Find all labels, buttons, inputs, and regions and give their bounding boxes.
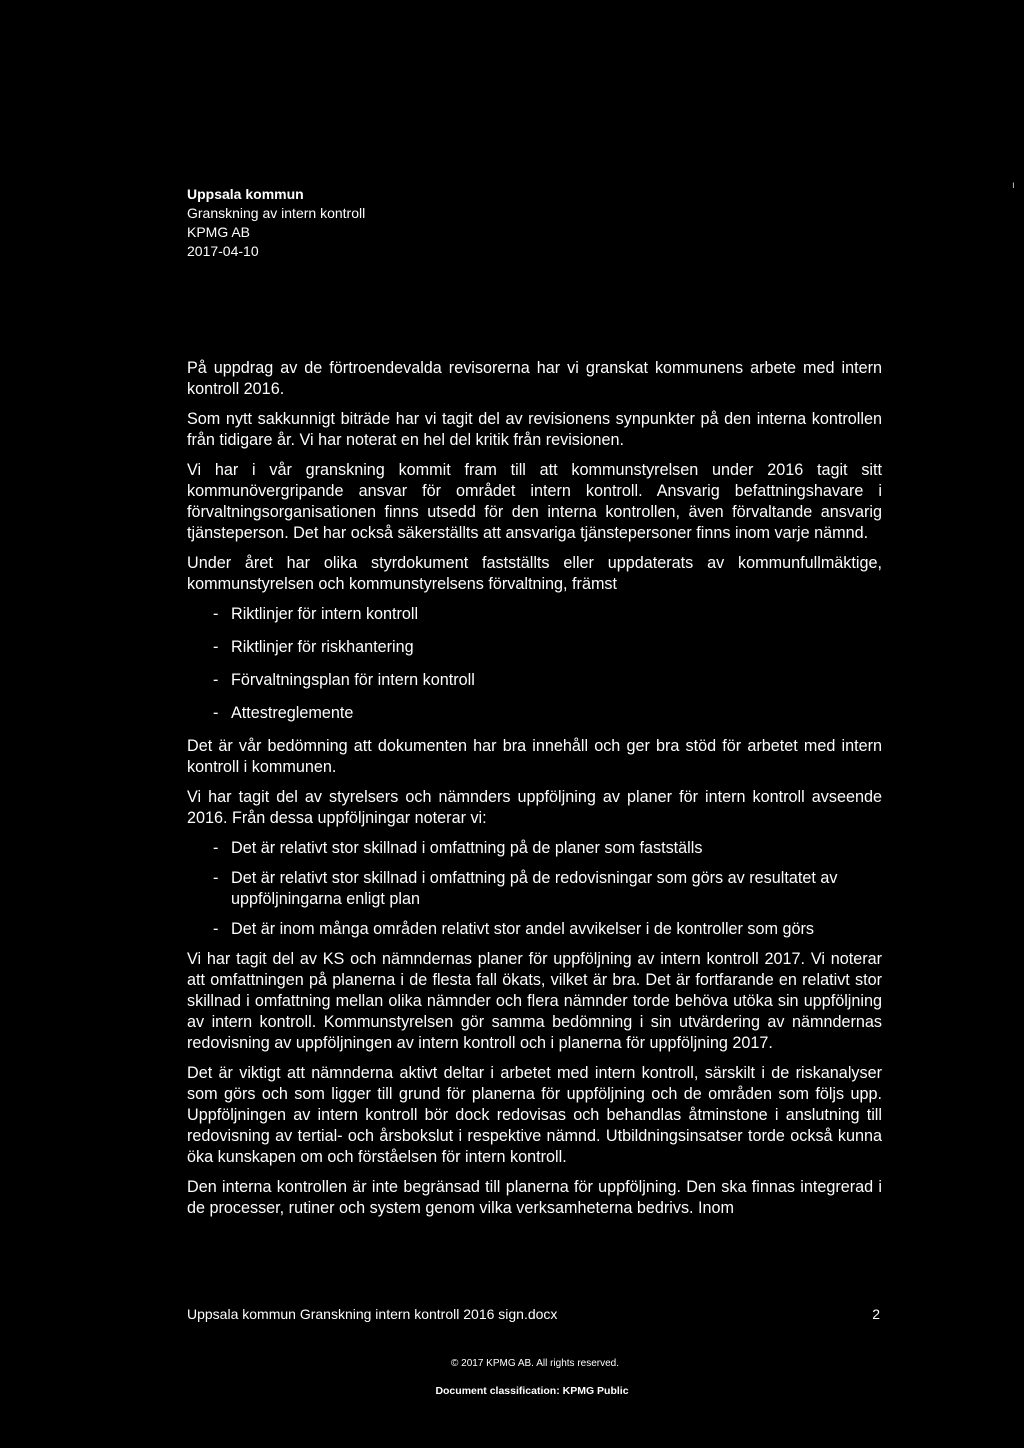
paragraph: Vi har i vår granskning kommit fram till att kommunstyrelsen under 2016 tagit sitt kommunövergripande ansvar för området intern kontroll. Ansvarig befattningshavare i förvaltningsorganisationen finns utsedd för den interna kontrollen, även förvaltande ansvarig tjänsteperson. Det har också säkerställts att ansvariga tjänstepersoner finns inom varje nämnd.	[187, 461, 882, 542]
paragraph: Det är viktigt att nämnderna aktivt deltar i arbetet med intern kontroll, särskilt i de riskanalyser som görs och som ligger till grund för planerna för uppföljning och de områden som följs upp. Uppföljningen av intern kontroll bör dock redovisas och behandlas åtminstone i anslutning till redovisning av tertial- och årsbokslut i respektive nämnd. Utbildningsinsatser torde också kunna öka kunskapen om och förståelsen för intern kontroll.	[187, 1064, 882, 1166]
paragraph: Den interna kontrollen är inte begränsad till planerna för uppföljning. Den ska finnas integrerad i de processer, rutiner och system genom vilka verksamheterna bedrivs. Inom	[187, 1178, 882, 1217]
paragraph: Det är vår bedömning att dokumenten har bra innehåll och ger bra stöd för arbetet med intern kontroll i kommunen.	[187, 737, 882, 776]
list-dash: -	[213, 671, 219, 689]
list-item: - Attestreglemente	[213, 704, 354, 722]
list-dash: -	[213, 638, 219, 656]
organization-name: Uppsala kommun	[187, 186, 304, 202]
list-dash: -	[213, 704, 219, 722]
list-dash: -	[213, 920, 219, 938]
footer-filename: Uppsala kommun Granskning intern kontroll 2016 sign.docx	[187, 1306, 558, 1322]
findings-list	[187, 838, 882, 940]
document-classification: Document classification: KPMG Public	[435, 1385, 629, 1397]
paragraph: Vi har tagit del av styrelsers och nämnders uppföljning av planer för intern kontroll avseende 2016. Från dessa uppföljningar noterar vi:	[187, 788, 882, 827]
list-item: - Det är inom många områden relativt stor andel avvikelser i de kontroller som görs	[213, 920, 815, 938]
list-item: - Riktlinjer för riskhantering	[213, 638, 414, 656]
list-item: - Riktlinjer för intern kontroll	[213, 605, 419, 623]
list-dash: -	[213, 869, 219, 887]
list-item: - Det är relativt stor skillnad i omfattning på de redovisningar som görs av resultatet av uppföljningarna enligt plan	[213, 869, 838, 908]
paragraph: Som nytt sakkunnigt biträde har vi tagit del av revisionens synpunkter på den interna kontrollen från tidigare år. Vi har noterat en hel del kritik från revisionen.	[187, 410, 882, 449]
scan-mark: ı	[1012, 180, 1015, 191]
list-dash: -	[213, 605, 219, 623]
document-body	[187, 358, 882, 1228]
paragraph: Under året har olika styrdokument fastställts eller uppdaterats av kommunfullmäktige, kommunstyrelsen och kommunstyrelsens förvaltning, främst	[187, 554, 882, 593]
page-number: 2	[872, 1306, 880, 1322]
company-name: KPMG AB	[187, 224, 251, 240]
list-item: - Förvaltningsplan för intern kontroll	[213, 671, 475, 689]
paragraph: Vi har tagit del av KS och nämndernas planer för uppföljning av intern kontroll 2017. Vi noterar att omfattningen på planerna i de flesta fall ökats, vilket är bra. Det är fortfarande en relativt stor skillnad i omfattning mellan olika nämnder och flera nämnder torde behöva utöka sin uppföljning av intern kontroll. Kommunstyrelsen gör samma bedömning i sin utvärdering av nämndernas redovisning av uppföljningen av intern kontroll och i planerna för uppföljning 2017.	[187, 950, 882, 1052]
document-footer	[187, 1305, 882, 1324]
document-header	[187, 185, 365, 261]
list-dash: -	[213, 839, 219, 857]
steering-documents-list	[187, 604, 882, 724]
report-date: 2017-04-10	[187, 243, 259, 259]
copyright-notice: © 2017 KPMG AB. All rights reserved.	[451, 1358, 619, 1369]
report-title: Granskning av intern kontroll	[187, 205, 366, 221]
list-item: - Det är relativt stor skillnad i omfattning på de planer som fastställs	[213, 839, 703, 857]
paragraph: På uppdrag av de förtroendevalda revisorerna har vi granskat kommunens arbete med intern kontroll 2016.	[187, 359, 882, 398]
